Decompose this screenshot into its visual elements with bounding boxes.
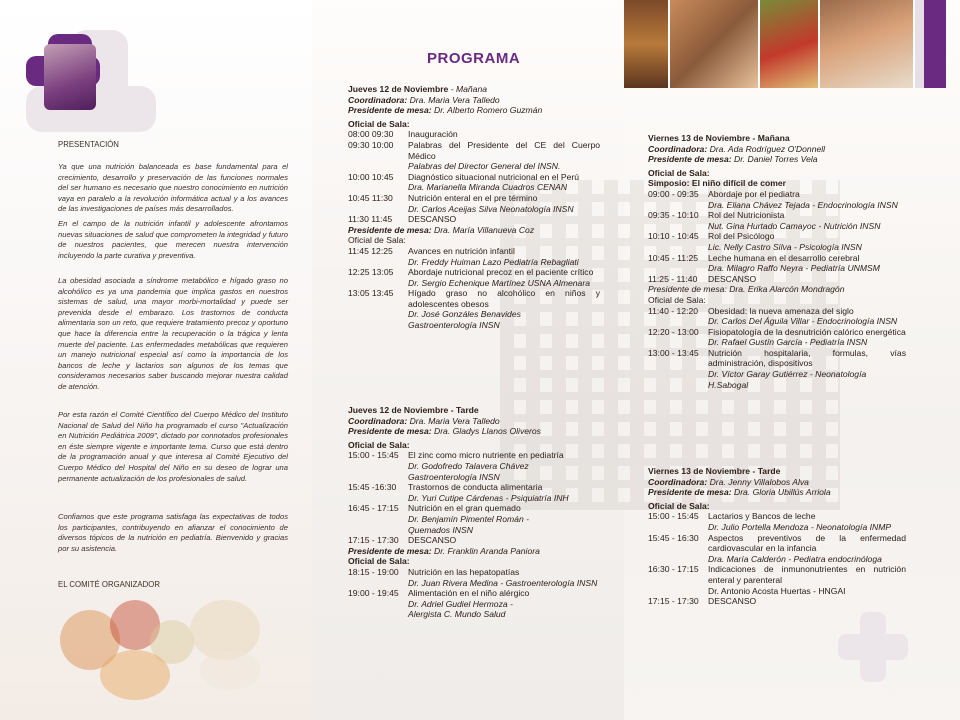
schedule-item: 13:00 - 13:45 Nutrición hospitalaria, formulas, vías administración, dispositivos: [648, 347, 906, 369]
schedule-item: 15:00 - 15:45 Lactarios y Bancos de leche: [648, 511, 816, 522]
schedule-item: 11:40 - 12:20 Obesidad: la nueva amenaza del siglo: [648, 305, 854, 316]
schedule-item: 11:45 12:25 Avances en nutrición infantil: [348, 245, 515, 256]
child-photo: [44, 44, 96, 110]
committee-signature: EL COMITÉ ORGANIZADOR: [58, 580, 160, 589]
top-photo-strip: [624, 0, 936, 88]
presentation-paragraph-5: Confiamos que este programa satisfaga las expectativas de todos los participantes, contribuyendo en afianzar el conocimiento de diversos tópicos de la nutrición en pediatría. Bienvenido y gracias por su asistencia.: [58, 512, 288, 553]
symposium-title: Simposio: El niño difícil de comer: [648, 178, 786, 189]
schedule-item: 10:10 - 10:45 Rol del Psicólogo: [648, 231, 775, 242]
schedule-item: 17:15 - 17:30 DESCANSO: [648, 596, 757, 607]
section-date: Jueves 12 de Noviembre - Tarde: [348, 405, 479, 415]
presentation-paragraph-4: Por esta razón el Comité Científico del Cuerpo Médico del Instituto Nacional de Salud del Niño ha programado el curso "Actualización en Nutrición Pediátrica 2009", dictado por connotados profesionales en éste siempre vigente e importante tema. Curso que está dentro de la programación anual y que interesa al Comité Ejecutivo del Cuerpo Médico del Hospital del Niño en su deseo de lograr una permanente actualización de los profesionales de salud.: [58, 410, 288, 483]
children-eating-photo: [670, 0, 760, 88]
coordinator-name: Dra. Maria Vera Talledo: [407, 94, 500, 105]
friday-afternoon-section: Viernes 13 de Noviembre - Tarde Coordinadora: Dra. Jenny Villalobos Alva Presidente de mesa: Dra. Gloria Ubillús Arriola Oficial de Sala: 15:00 - 15:45 Lactarios y Bancos de leche Dr. Julio Portella Mendoza - Neonatología INMP 15:45 - 16:30 Aspectos preventivos de la enfermedad cardiovascular en la infancia Dra. María Calderón - Pediatra endocrinóloga 16:30 - 17:15 Indicaciones de inmunonutrientes en nutrición enteral y parenteral Dr. Antonio Acosta Huertas - HNGAI 17:15 - 17:30 DESCANSO: [648, 466, 906, 607]
schedule-item: 19:00 - 19:45 Alimentación en el niño alérgico: [348, 588, 530, 599]
thursday-afternoon-section: Jueves 12 de Noviembre - Tarde Coordinadora: Dra. Maria Vera Talledo Presidente de mesa: Dra. Gladys Llanos Oliveros Oficial de Sala: 15:00 - 15:45 El zinc como micro nutriente en pediatría Dr. Godofredo Talavera Chávez Gastroenterología INSN 15:45 -16:30 Trastornos de conducta alimentaria Dr. Yuri Cutipe Cárdenas - Psiquiatría INH 16:45 - 17:15 Nutrición en el gran quemado Dr. Benjamín Pimentel Román - Quemados INSN 17:15 - 17:30 DESCANSO Presidente de mesa: Dr. Franklin Aranda Paniora Oficial de Sala: 18:15 - 19:00 Nutrición en las hepatopatías Dr. Juan Rivera Medina - Gastroenterología INSN 19:00 - 19:45 Alimentación en el niño alérgico Dr. Adriel Gudiel Hermoza - Alergista C. Mundo Salud: [348, 405, 600, 620]
friday-morning-section: Viernes 13 de Noviembre - Mañana Coordinadora: Dra. Ada Rodríguez O'Donnell Presidente de mesa: Dr. Daniel Torres Vela Oficial de Sala: Simposio: El niño difícil de comer 09:00 - 09:35 Abordaje por el pediatra Dra. Eliana Chávez Tejada - Endocrinología INSN 09:35 - 10:10 Rol del Nutricionista Nut. Gina Hurtado Camayoc - Nutrición INSN 10:10 - 10:45 Rol del Psicólogo Lic. Nelly Castro Silva - Psicología INSN 10:45 - 11:25 Leche humana en el desarrollo cerebral Dra. Milagro Raffo Neyra - Pediatría UNMSM 11:25 - 11:40 DESCANSO Presidente de mesa: Dra. Erika Alarcón Mondragón Oficial de Sala: 11:40 - 12:20 Obesidad: la nueva amenaza del siglo Dr. Carlos Del Águila Villar - Endocrinología INSN 12:20 - 13:00 Fisiopatología de la desnutrición calórico energética Dr. Rafael Gustín García - Pediatría INSN 13:00 - 13:45 Nutrición hospitalaria, formulas, vías administración, dispositivos Dr. Víctor Garay Gutiérrez - Neonatología H.Sabogal: [648, 133, 906, 390]
schedule-item: 09:00 - 09:35 Abordaje por el pediatra: [648, 188, 800, 199]
section-part: - Mañana: [448, 84, 488, 94]
presentation-panel: [0, 0, 312, 720]
child-portrait-photo: [820, 0, 915, 88]
schedule-item: 08:00 09:30 Inauguración: [348, 129, 458, 140]
section-date: Jueves 12 de Noviembre: [348, 84, 449, 94]
schedule-item: 12:25 13:05 Abordaje nutricional precoz en el paciente crítico: [348, 267, 594, 278]
presentation-paragraph-2: En el campo de la nutrición infantil y adolescente afrontamos nuevas situaciones de salud que comprometen la integridad y futuro de nuestros pacientes, que merecen nuestra intervención incluyendo la parte curativa y preventiva.: [58, 219, 288, 260]
section-date: Viernes 13 de Noviembre - Tarde: [648, 466, 781, 476]
schedule-item: 10:45 11:30 Nutrición enteral en el pre término: [348, 192, 538, 203]
schedule-item: 15:45 -16:30 Trastornos de conducta alimentaria: [348, 482, 543, 493]
president-name: Dr. Alberto Romero Guzmán: [431, 105, 543, 116]
schedule-item: 15:45 - 16:30 Aspectos preventivos de la enfermedad cardiovascular en la infancia: [648, 532, 906, 554]
presentation-paragraph-3: La obesidad asociada a síndrome metabólico e hígado graso no alcohólico es ya una pandemia que implica gastos en nuestros sistemas de salud, una mayor morbi-mortalidad y puede ser prevenida desde el embarazo. Los trastornos de conducta alimentaria son un reto, que requiere tratamiento precoz y oportuno que hace la diferencia entre la recuperación o la trágica y lenta muerte del paciente. Las enfermedades metabólicas que requieren un manejo nutricional especial así como la importancia de los bancos de leche y lactarios son algunos de los temas que consideramos necesarios saber buscando mejorar nuestra calidad de atención.: [58, 276, 288, 391]
vegetables-photo: [760, 0, 820, 88]
schedule-item: 09:30 10:00 Palabras del Presidente del CE del Cuerpo Médico: [348, 139, 600, 161]
schedule-item: 16:45 - 17:15 Nutrición en el gran quemado: [348, 503, 521, 514]
schedule-item: 09:35 - 10:10 Rol del Nutricionista: [648, 210, 785, 221]
schedule-item: 18:15 - 19:00 Nutrición en las hepatopatías: [348, 566, 520, 577]
schedule-item: 15:00 - 15:45 El zinc como micro nutriente en pediatría: [348, 450, 564, 461]
schedule-item: 13:05 13:45 Hígado graso no alcohólico en niños y adolescentes obesos: [348, 288, 600, 309]
schedule-item: 17:15 - 17:30 DESCANSO: [348, 535, 457, 546]
presentation-heading: PRESENTACIÓN: [58, 140, 119, 149]
schedule-item: 10:45 - 11:25 Leche humana en el desarrollo cerebral: [648, 252, 860, 263]
schedule-item: 10:00 10:45 Diagnóstico situacional nutricional en el Perú: [348, 171, 580, 182]
schedule-item: 11:30 11:45 DESCANSO: [348, 214, 457, 225]
schedule-item: 16:30 - 17:15 Indicaciones de inmunonutrientes en nutrición enteral y parenteral: [648, 564, 906, 585]
purple-accent-bar: [924, 0, 946, 88]
food-bowl-photo: [624, 0, 670, 88]
presentation-paragraph-1: Ya que una nutrición balanceada es base fundamental para el crecimiento, desarrollo y preservación de las funciones normales del ser humano es necesario que nuestro conocimiento en nutrición vaya en paralelo a la revolución informática actual y a los avances de las investigaciones de países más desarrollados.: [58, 162, 288, 214]
schedule-item: 11:25 - 11:40 DESCANSO: [648, 273, 757, 284]
section-date: Viernes 13 de Noviembre - Mañana: [648, 133, 790, 143]
program-title: PROGRAMA: [427, 50, 521, 67]
oficial-label: Oficial de Sala:: [348, 118, 410, 129]
thursday-morning-section: Jueves 12 de Noviembre - Mañana Coordinadora: Dra. Maria Vera Talledo Presidente de mesa: Dr. Alberto Romero Guzmán Oficial de Sala: 08:00 09:30 Inauguración 09:30 10:00 Palabras del Presidente del CE del Cuerpo Médico Palabras del Director General del INSN. 10:00 10:45 Diagnóstico situacional nutricional en el Perú Dra. Marianella Miranda Cuadros CENAN 10:45 11:30 Nutrición enteral en el pre término Dr. Carlos Aceijas Silva Neonatología INSN 11:30 11:45 DESCANSO Presidente de mesa: Dra. María Villanueva Coz Oficial de Sala: 11:45 12:25 Avances en nutrición infantil Dr. Freddy Huiman Lazo Pediatría Rebagliati 12:25 13:05 Abordaje nutricional precoz en el paciente crítico Dr. Sergio Echenique Martínez USNA Almenara 13:05 13:45 Hígado graso no alcohólico en niños y adolescentes obesos Dr. José Gonzáles Benavides Gastroenterología INSN: [348, 84, 600, 331]
schedule-item: 12:20 - 13:00 Fisiopatología de la desnutrición calórico energética: [648, 326, 906, 337]
